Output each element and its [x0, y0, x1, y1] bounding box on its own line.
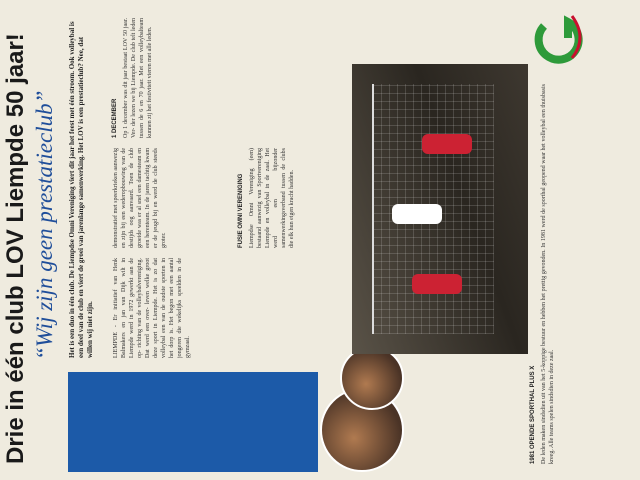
player-1	[412, 274, 462, 294]
column-3: Liempdse Omni Vereniging (een) bestaand aanwezig van Sportvereniging Liempde en volleybal in de zaal. Het werd een bijzonder samenwerkingsverband tussen de clubs die elk hun eigen kracht hadden.	[249, 148, 295, 248]
article-subheadline: “Wij zijn geen prestatieclub”	[32, 90, 57, 360]
article-intro: Het is een duo in één club. De Liempdse Omni Vereniging viert dit jaar het feest met één stroom. Ook volleybal is een deel van de club en viert de groei van jarenlange samenwerking. Het LOV is een prestatieclub? Nee, dat willen wij niet zijn.	[68, 21, 94, 358]
player-3	[422, 134, 472, 154]
section-december: 1 DECEMBER	[112, 98, 118, 138]
round-photo-volleyball-2	[340, 346, 404, 410]
column-5: De leden maken sindsdien uit van het 5-koppige bestuur en hebben het prettig gevonden. In 1981 werd de sporthal geopend waar het volleybal een thuisbasis kreeg. Alle teams spelen sindsdien in deze zaal.	[541, 84, 555, 464]
column-1: LIEMPDE - Er initiatief van Henk Balmakers en jan van Dijk wilt in Liempde werd in 1972 gewerkt aan de op- richting van de volleybalvereniging. Dat werd een over- leven welke groot deze sport in Liempde. Het is zo dat volleybal een van de oudste sporten in het dorp is. Het begon met een aantal jongeren die wekelijks speelden in de gymzaal.	[113, 258, 191, 358]
column-2: demonstratief met speerkrieken aanwezig en zijn bij een wederopbouwing van de destijds oog aanvaard. Toen de club groeide was er al snel een damesteam en een herenteam. In de jaren tachtig kwam er de jeugd bij en werd de club steeds groter.	[113, 148, 167, 248]
section-sporthal: 1981 OPENDE SPORTHAL PLUS X	[530, 365, 536, 464]
article-headline: Drie in één club LOV Liempde 50 jaar!	[2, 33, 29, 464]
section-fusie-omni: FUSIE OMNI VERENIGING	[238, 173, 244, 248]
player-2	[392, 204, 442, 224]
liempde-omni-logo	[532, 10, 588, 66]
volleyball-match-photo	[352, 64, 528, 354]
column-4: Op 1 december was dit jaar bestaat LOV 50 jaar. Ver- der lezen we bij Liempde. De club telt leden tussen de 6 en 70 jaar. Met een volleybalteam kunnen zij het festiviteit vieren met alle leden.	[123, 18, 153, 138]
blue-intro-box	[68, 372, 318, 472]
logo-g-shape	[539, 22, 579, 60]
